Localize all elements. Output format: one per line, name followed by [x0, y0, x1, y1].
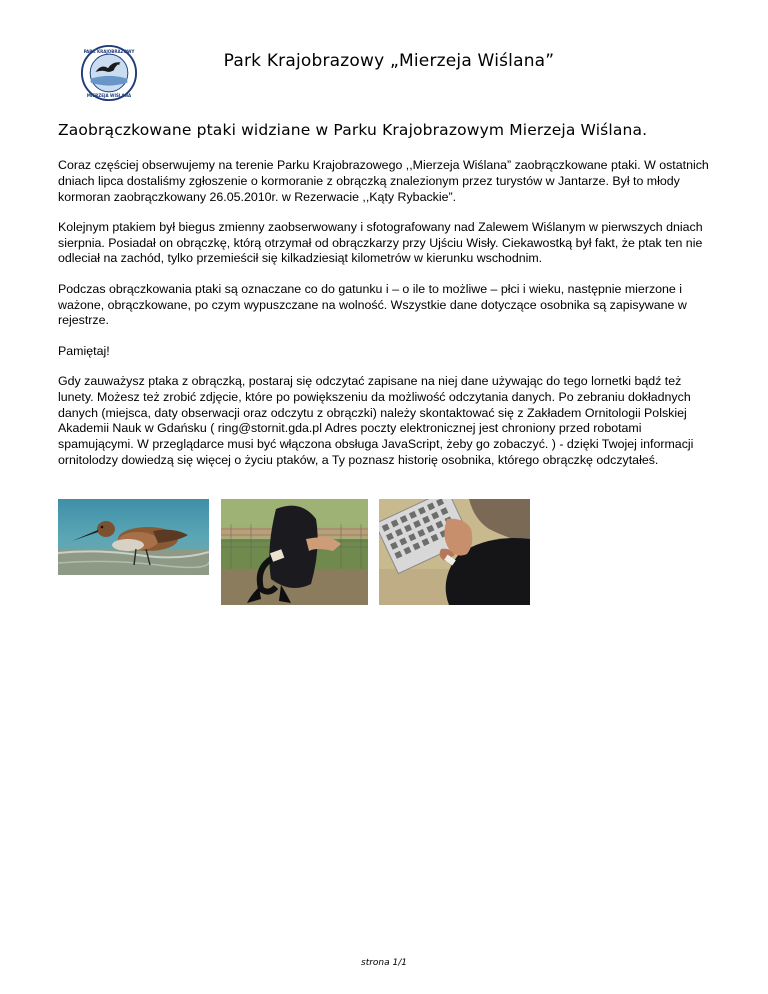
ringed-cormorant-photo[interactable] — [221, 499, 368, 605]
article-paragraph: Podczas obrączkowania ptaki są oznaczane co do gatunku i – o ile to możliwe – płci i wieku, następnie mierzone i ważone, obrączkowane, po czym wypuszczane na wolność. Wszystkie dane dotyczące osobnika są zapisywane w rejestrze. — [58, 281, 687, 328]
article-paragraph: Kolejnym ptakiem był biegus zmienny zaobserwowany i sfotografowany nad Zalewem Wiślanym w pierwszych dniach sierpnia. Posiadał on obrączkę, którą otrzymał od obrączkarzy przy Ujściu Wisły. Ciekawostką był fakt, że ptak ten nie odleciał na zachód, tylko przemieścił się kilkadziesiąt kilometrów w kierunku wschodnim. — [58, 219, 703, 266]
article-body — [58, 158, 718, 483]
svg-text:PARK KRAJOBRAZOWY: PARK KRAJOBRAZOWY — [83, 49, 135, 55]
article-paragraph: Coraz częściej obserwujemy na terenie Parku Krajobrazowego ,,Mierzeja Wiślana” zaobrączkowane ptaki. W ostatnich dniach lipca dostaliśmy zgłoszenie o kormoranie z obrączką znalezionym przez turystów w Jantarze. Był to młody kormoran zaobrączkowany 26.05.2010r. w Rezerwacie ,,Kąty Rybackie”. — [58, 158, 709, 204]
page-number-footer: strona 1/1 — [361, 958, 407, 968]
svg-text:MIERZEJA WIŚLANA: MIERZEJA WIŚLANA — [86, 93, 132, 99]
article-paragraph: Pamiętaj! — [58, 343, 110, 358]
page-header-title: Park Krajobrazowy „Mierzeja Wiślana” — [223, 51, 555, 71]
dunlin-photo[interactable] — [58, 499, 209, 575]
article-paragraph: Gdy zauważysz ptaka z obrączką, postaraj się odczytać zapisane na niej dane używając do tego lornetki bądź też lunety. Możesz też zrobić zdjęcie, które po powiększeniu da możliwość odczytania danych. Po zebraniu dokładnych danych (miejsca, daty obserwacji oraz odczytu z obrączki) należy skontaktować się z Zakładem Ornitologii Polskiej Akademii Nauk w Gdańsku ( ring@stornit.gda.pl Adres poczty elektronicznej jest chroniony przed robotami spamującymi. W przeglądarce musi być włączona obsługa JavaScript, żeby go zobaczyć. ) - dzięki Twojej informacji ornitolodzy dowiedzą się więcej o życiu ptaków, a Ty poznasz historię osobnika, którego obrączkę odczytałeś. — [58, 373, 694, 467]
ring-reading-photo[interactable] — [379, 499, 530, 605]
article-title: Zaobrączkowane ptaki widziane w Parku Krajobrazowym Mierzeja Wiślana. — [58, 121, 648, 139]
